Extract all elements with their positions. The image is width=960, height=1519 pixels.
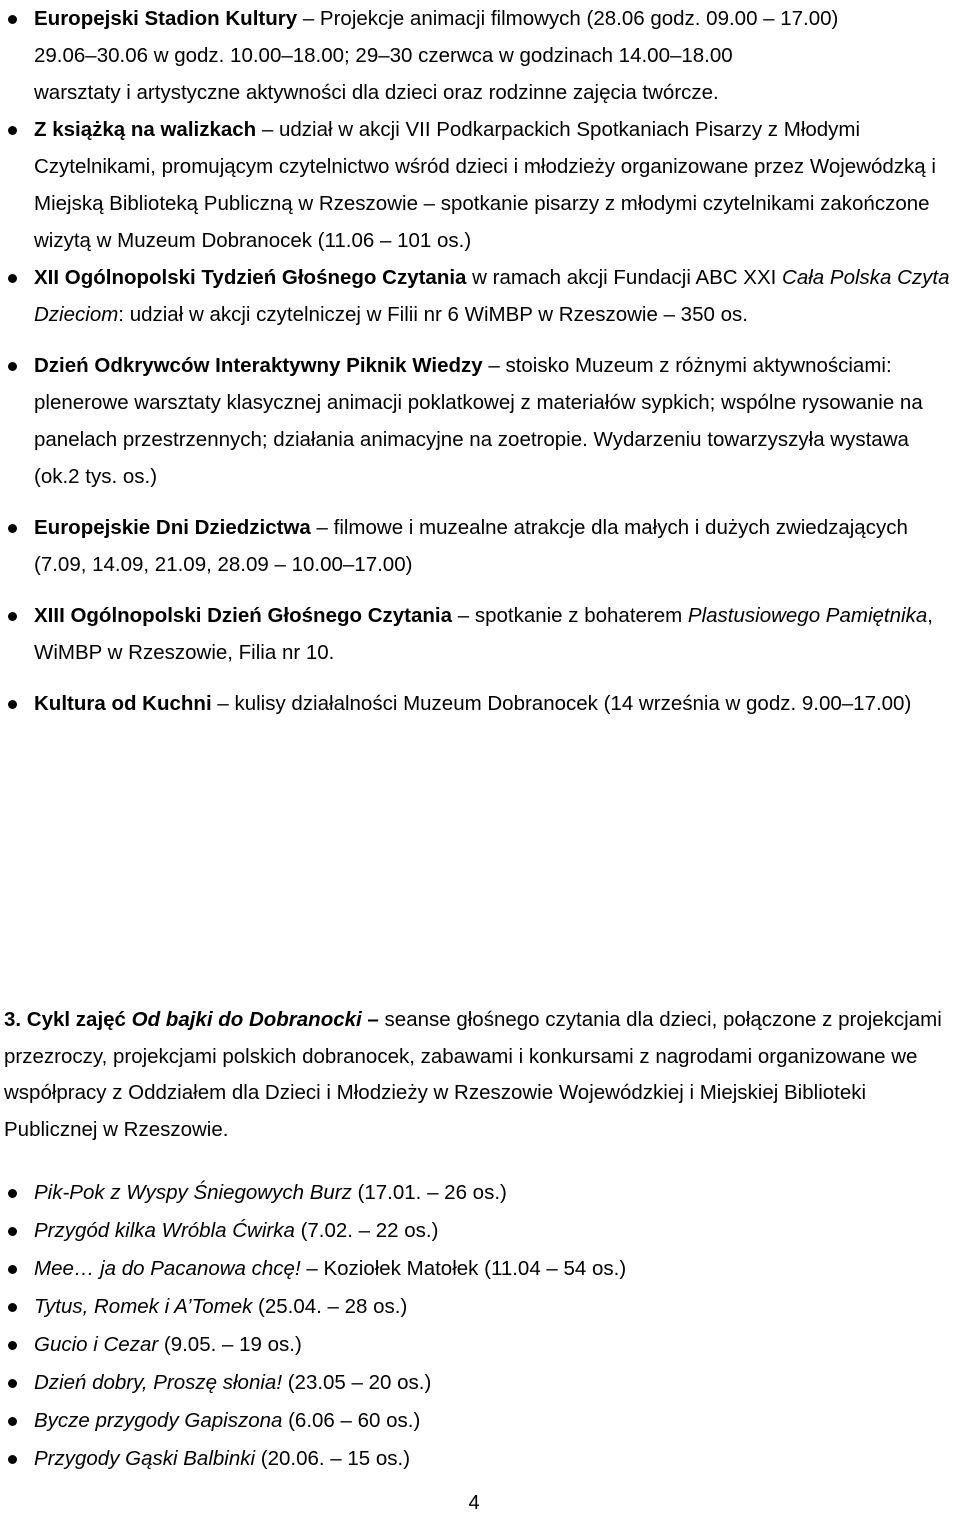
section-3-paragraph xyxy=(4,1002,960,1148)
bullet-icon xyxy=(8,1227,17,1236)
event-title: Kultura od Kuchni xyxy=(34,692,212,715)
bullet-icon xyxy=(8,1379,17,1388)
event-title: XIII Ogólnopolski Dzień Głośnego Czytania xyxy=(34,604,453,627)
event-description: w ramach akcji Fundacji ABC XXI xyxy=(466,266,783,289)
event-title: Z książką na walizkach xyxy=(34,118,257,141)
session-title: Pik-Pok z Wyspy Śniegowych Burz xyxy=(34,1181,352,1204)
event-description: – kulisy działalności Muzeum Dobranocek (14 września w godz. 9.00–17.00) xyxy=(211,692,912,715)
campaign-name: Cała Polska Czyta Dzieciom xyxy=(34,266,950,326)
events-list xyxy=(0,0,960,722)
session-detail: (17.01. – 26 os.) xyxy=(351,1181,507,1204)
session-detail: (7.02. – 22 os.) xyxy=(294,1219,439,1242)
bullet-icon xyxy=(8,700,17,709)
list-item xyxy=(0,1326,960,1364)
list-item xyxy=(0,1440,960,1478)
event-description: – Projekcje animacji filmowych (28.06 godz. 09.00 – 17.00) xyxy=(297,7,839,30)
list-item xyxy=(0,111,960,259)
section-number: 3. Cykl zajęć xyxy=(4,1008,132,1031)
bullet-icon xyxy=(8,274,17,283)
session-detail: (9.05. – 19 os.) xyxy=(158,1333,302,1356)
list-item xyxy=(0,1402,960,1440)
event-description: – udział w akcji VII Podkarpackich Spotkaniach Pisarzy z Młodymi Czytelnikami, promującym czytelnictwo wśród dzieci i młodzieży organizowane przez Wojewódzką i Miejską Biblioteką Publiczną w Rzeszowie – spotkanie pisarzy z młodymi czytelnikami zakończone wizytą w Muzeum Dobranocek (11.06 – 101 os.) xyxy=(34,118,936,252)
session-title: Przygód kilka Wróbla Ćwirka xyxy=(34,1219,295,1242)
list-item xyxy=(0,685,960,722)
event-description: – stoisko Muzeum z różnymi aktywnościami: plenerowe warsztaty klasycznej animacji poklatkowej z materiałów sypkich; wspólne rysowanie na panelach przestrzennych; działania animacyjne na zoetropie. Wydarzeniu towarzyszyła wystawa (ok.2 tys. os.) xyxy=(34,354,923,488)
event-title: XII Ogólnopolski Tydzień Głośnego Czytania xyxy=(34,266,467,289)
page-number: 4 xyxy=(468,1492,480,1514)
list-item xyxy=(0,1250,960,1288)
event-description: – spotkanie z bohaterem xyxy=(452,604,688,627)
session-detail: (6.06 – 60 os.) xyxy=(282,1409,421,1432)
bullet-icon xyxy=(8,1265,17,1274)
event-description: – filmowe i muzealne atrakcje dla małych i dużych zwiedzających (7.09, 14.09, 21.09, 28.09 – 10.00–17.00) xyxy=(34,516,908,576)
event-title: Europejskie Dni Dziedzictwa xyxy=(34,516,311,539)
session-title: Przygody Gąski Balbinki xyxy=(34,1447,256,1470)
section-title: Od bajki do Dobranocki xyxy=(131,1008,362,1031)
section-dash: – xyxy=(361,1008,379,1031)
list-item xyxy=(0,259,960,333)
bullet-icon xyxy=(8,126,17,135)
list-item xyxy=(0,597,960,671)
event-description: , WiMBP w Rzeszowie, Filia nr 10. xyxy=(34,604,933,664)
session-detail: (25.04. – 28 os.) xyxy=(252,1295,408,1318)
list-item xyxy=(0,1174,960,1212)
bullet-icon xyxy=(8,15,17,24)
bullet-icon xyxy=(8,1417,17,1426)
list-item xyxy=(0,0,960,111)
sessions-list xyxy=(0,1174,960,1478)
session-title: Bycze przygody Gapiszona xyxy=(34,1409,283,1432)
book-title: Plastusiowego Pamiętnika xyxy=(687,604,928,627)
event-description: warsztaty i artystyczne aktywności dla dzieci oraz rodzinne zajęcia twórcze. xyxy=(34,81,719,104)
session-title: Gucio i Cezar xyxy=(34,1333,159,1356)
event-description: : udział w akcji czytelniczej w Filii nr 6 WiMBP w Rzeszowie – 350 os. xyxy=(118,303,748,326)
list-item xyxy=(0,1212,960,1250)
session-title: Mee… ja do Pacanowa chcę! xyxy=(34,1257,301,1280)
bullet-icon xyxy=(8,1303,17,1312)
session-title: Tytus, Romek i A’Tomek xyxy=(34,1295,253,1318)
bullet-icon xyxy=(8,362,17,371)
session-extra: – Koziołek Matołek xyxy=(300,1257,479,1280)
bullet-icon xyxy=(8,612,17,621)
session-title: Dzień dobry, Proszę słonia! xyxy=(34,1371,283,1394)
event-title: Europejski Stadion Kultury xyxy=(34,7,298,30)
section-body: seanse głośnego czytania dla dzieci, połączone z projekcjami przezroczy, projekcjami polskich dobranocek, zabawami i konkursami z nagrodami organizowane we współpracy z Oddziałem dla Dzieci i Młodzieży w Rzeszowie Wojewódzkiej i Miejskiej Biblioteki Publicznej w Rzeszowie. xyxy=(4,1008,942,1141)
event-description: 29.06–30.06 w godz. 10.00–18.00; 29–30 czerwca w godzinach 14.00–18.00 xyxy=(34,44,733,67)
bullet-icon xyxy=(8,1455,17,1464)
session-detail: (23.05 – 20 os.) xyxy=(282,1371,432,1394)
bullet-icon xyxy=(8,524,17,533)
bullet-icon xyxy=(8,1189,17,1198)
list-item xyxy=(0,1288,960,1326)
bullet-icon xyxy=(8,1341,17,1350)
session-detail: (20.06. – 15 os.) xyxy=(255,1447,411,1470)
list-item xyxy=(0,1364,960,1402)
list-item xyxy=(0,509,960,583)
list-item xyxy=(0,347,960,495)
session-detail: (11.04 – 54 os.) xyxy=(478,1257,627,1280)
event-title: Dzień Odkrywców Interaktywny Piknik Wiedzy xyxy=(34,354,483,377)
